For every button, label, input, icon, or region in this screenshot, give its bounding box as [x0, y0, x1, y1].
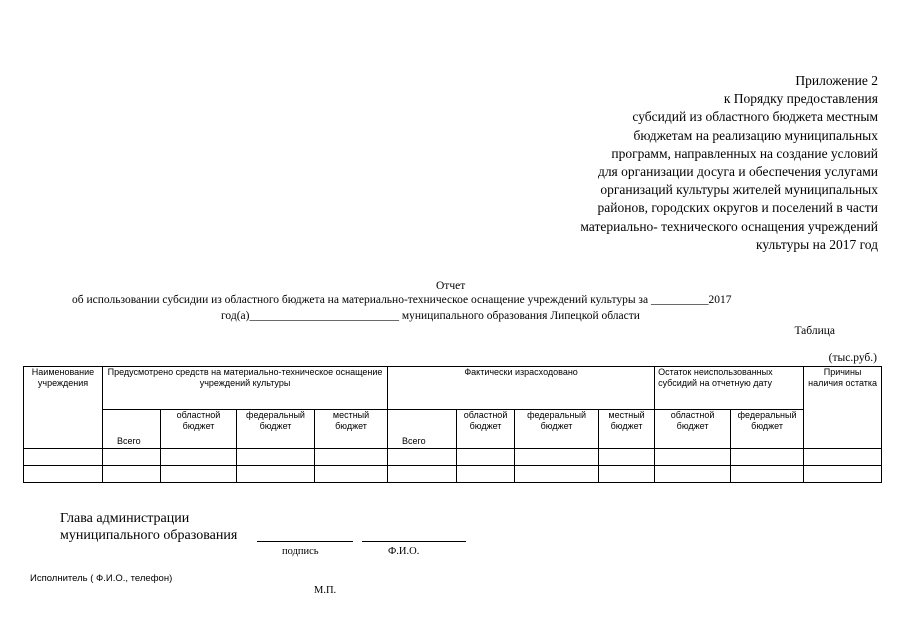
table-cell	[315, 449, 388, 466]
table-cell	[161, 466, 237, 483]
table-cell	[103, 449, 161, 466]
appendix-line: районов, городских округов и поселений в части	[597, 200, 878, 216]
table-cell	[515, 449, 599, 466]
table-cell	[237, 466, 315, 483]
table-subheader-row	[24, 410, 882, 449]
header-spent: Фактически израсходовано	[388, 367, 655, 410]
subheader-planned-federal: федеральный бюджет	[237, 410, 315, 449]
table-cell	[515, 466, 599, 483]
table-cell	[599, 466, 655, 483]
table-cell	[315, 466, 388, 483]
table-cell	[388, 449, 457, 466]
subheader-planned-regional: областной бюджет	[161, 410, 237, 449]
table-cell	[388, 466, 457, 483]
head-title-line2: муниципального образования	[60, 528, 238, 543]
table-header-row	[24, 367, 882, 410]
header-remaining: Остаток неиспользованных субсидий на отчетную дату	[655, 367, 804, 410]
signature-line	[257, 541, 353, 542]
subheader-planned-total: Всего	[103, 410, 161, 449]
executor-label: Исполнитель ( Ф.И.О., телефон)	[30, 573, 173, 584]
table-label: Таблица	[794, 325, 835, 337]
appendix-line: для организации досуга и обеспечения услугами	[597, 164, 878, 180]
table-cell	[457, 466, 515, 483]
units-label: (тыс.руб.)	[828, 352, 877, 364]
table-cell	[103, 466, 161, 483]
appendix-header	[518, 72, 878, 254]
report-table	[23, 366, 882, 483]
table-cell	[731, 449, 804, 466]
table-cell	[731, 466, 804, 483]
subheader-spent-local: местный бюджет	[599, 410, 655, 449]
appendix-line: бюджетам на реализацию муниципальных	[633, 127, 878, 143]
report-subtitle-line1: об использовании субсидии из областного бюджета на материально-техническое оснащение учреждений культуры за __________2017	[72, 294, 732, 306]
subheader-remaining-federal: федеральный бюджет	[731, 410, 804, 449]
header-reasons: Причины наличия остатка	[804, 367, 882, 449]
subheader-remaining-regional: областной бюджет	[655, 410, 731, 449]
table-cell	[161, 449, 237, 466]
head-title-line1: Глава администрации	[60, 511, 190, 526]
table-cell	[599, 449, 655, 466]
table-cell	[804, 449, 882, 466]
signature-caption: подпись	[282, 546, 319, 557]
appendix-line: к Порядку предоставления	[723, 91, 878, 107]
table-cell	[457, 449, 515, 466]
table-row	[24, 449, 882, 466]
appendix-line: Приложение 2	[795, 73, 878, 88]
subheader-planned-local: местный бюджет	[315, 410, 388, 449]
subheader-spent-regional: областной бюджет	[457, 410, 515, 449]
name-line	[362, 541, 466, 542]
appendix-line: программ, направленных на создание условий	[611, 145, 878, 161]
report-subtitle-line2: год(а)__________________________ муниципального образования Липецкой области	[221, 310, 640, 322]
appendix-line: культуры на 2017 год	[756, 236, 878, 252]
header-planned: Предусмотрено средств на материально-техническое оснащение учреждений культуры	[103, 367, 388, 410]
subheader-spent-total: Всего	[388, 410, 457, 449]
report-title: Отчет	[436, 280, 466, 292]
appendix-line: организаций культуры жителей муниципальных	[600, 182, 878, 198]
name-caption: Ф.И.О.	[388, 546, 420, 557]
table-row	[24, 466, 882, 483]
table-cell	[237, 449, 315, 466]
table-cell	[24, 449, 103, 466]
stamp-label: М.П.	[314, 585, 337, 596]
table-cell	[24, 466, 103, 483]
subheader-spent-federal: федеральный бюджет	[515, 410, 599, 449]
table-cell	[804, 466, 882, 483]
appendix-line: материально- технического оснащения учреждений	[580, 218, 878, 234]
table-cell	[655, 449, 731, 466]
header-institution: Наименование учреждения	[24, 367, 103, 449]
table-cell	[655, 466, 731, 483]
appendix-line: субсидий из областного бюджета местным	[632, 109, 878, 125]
